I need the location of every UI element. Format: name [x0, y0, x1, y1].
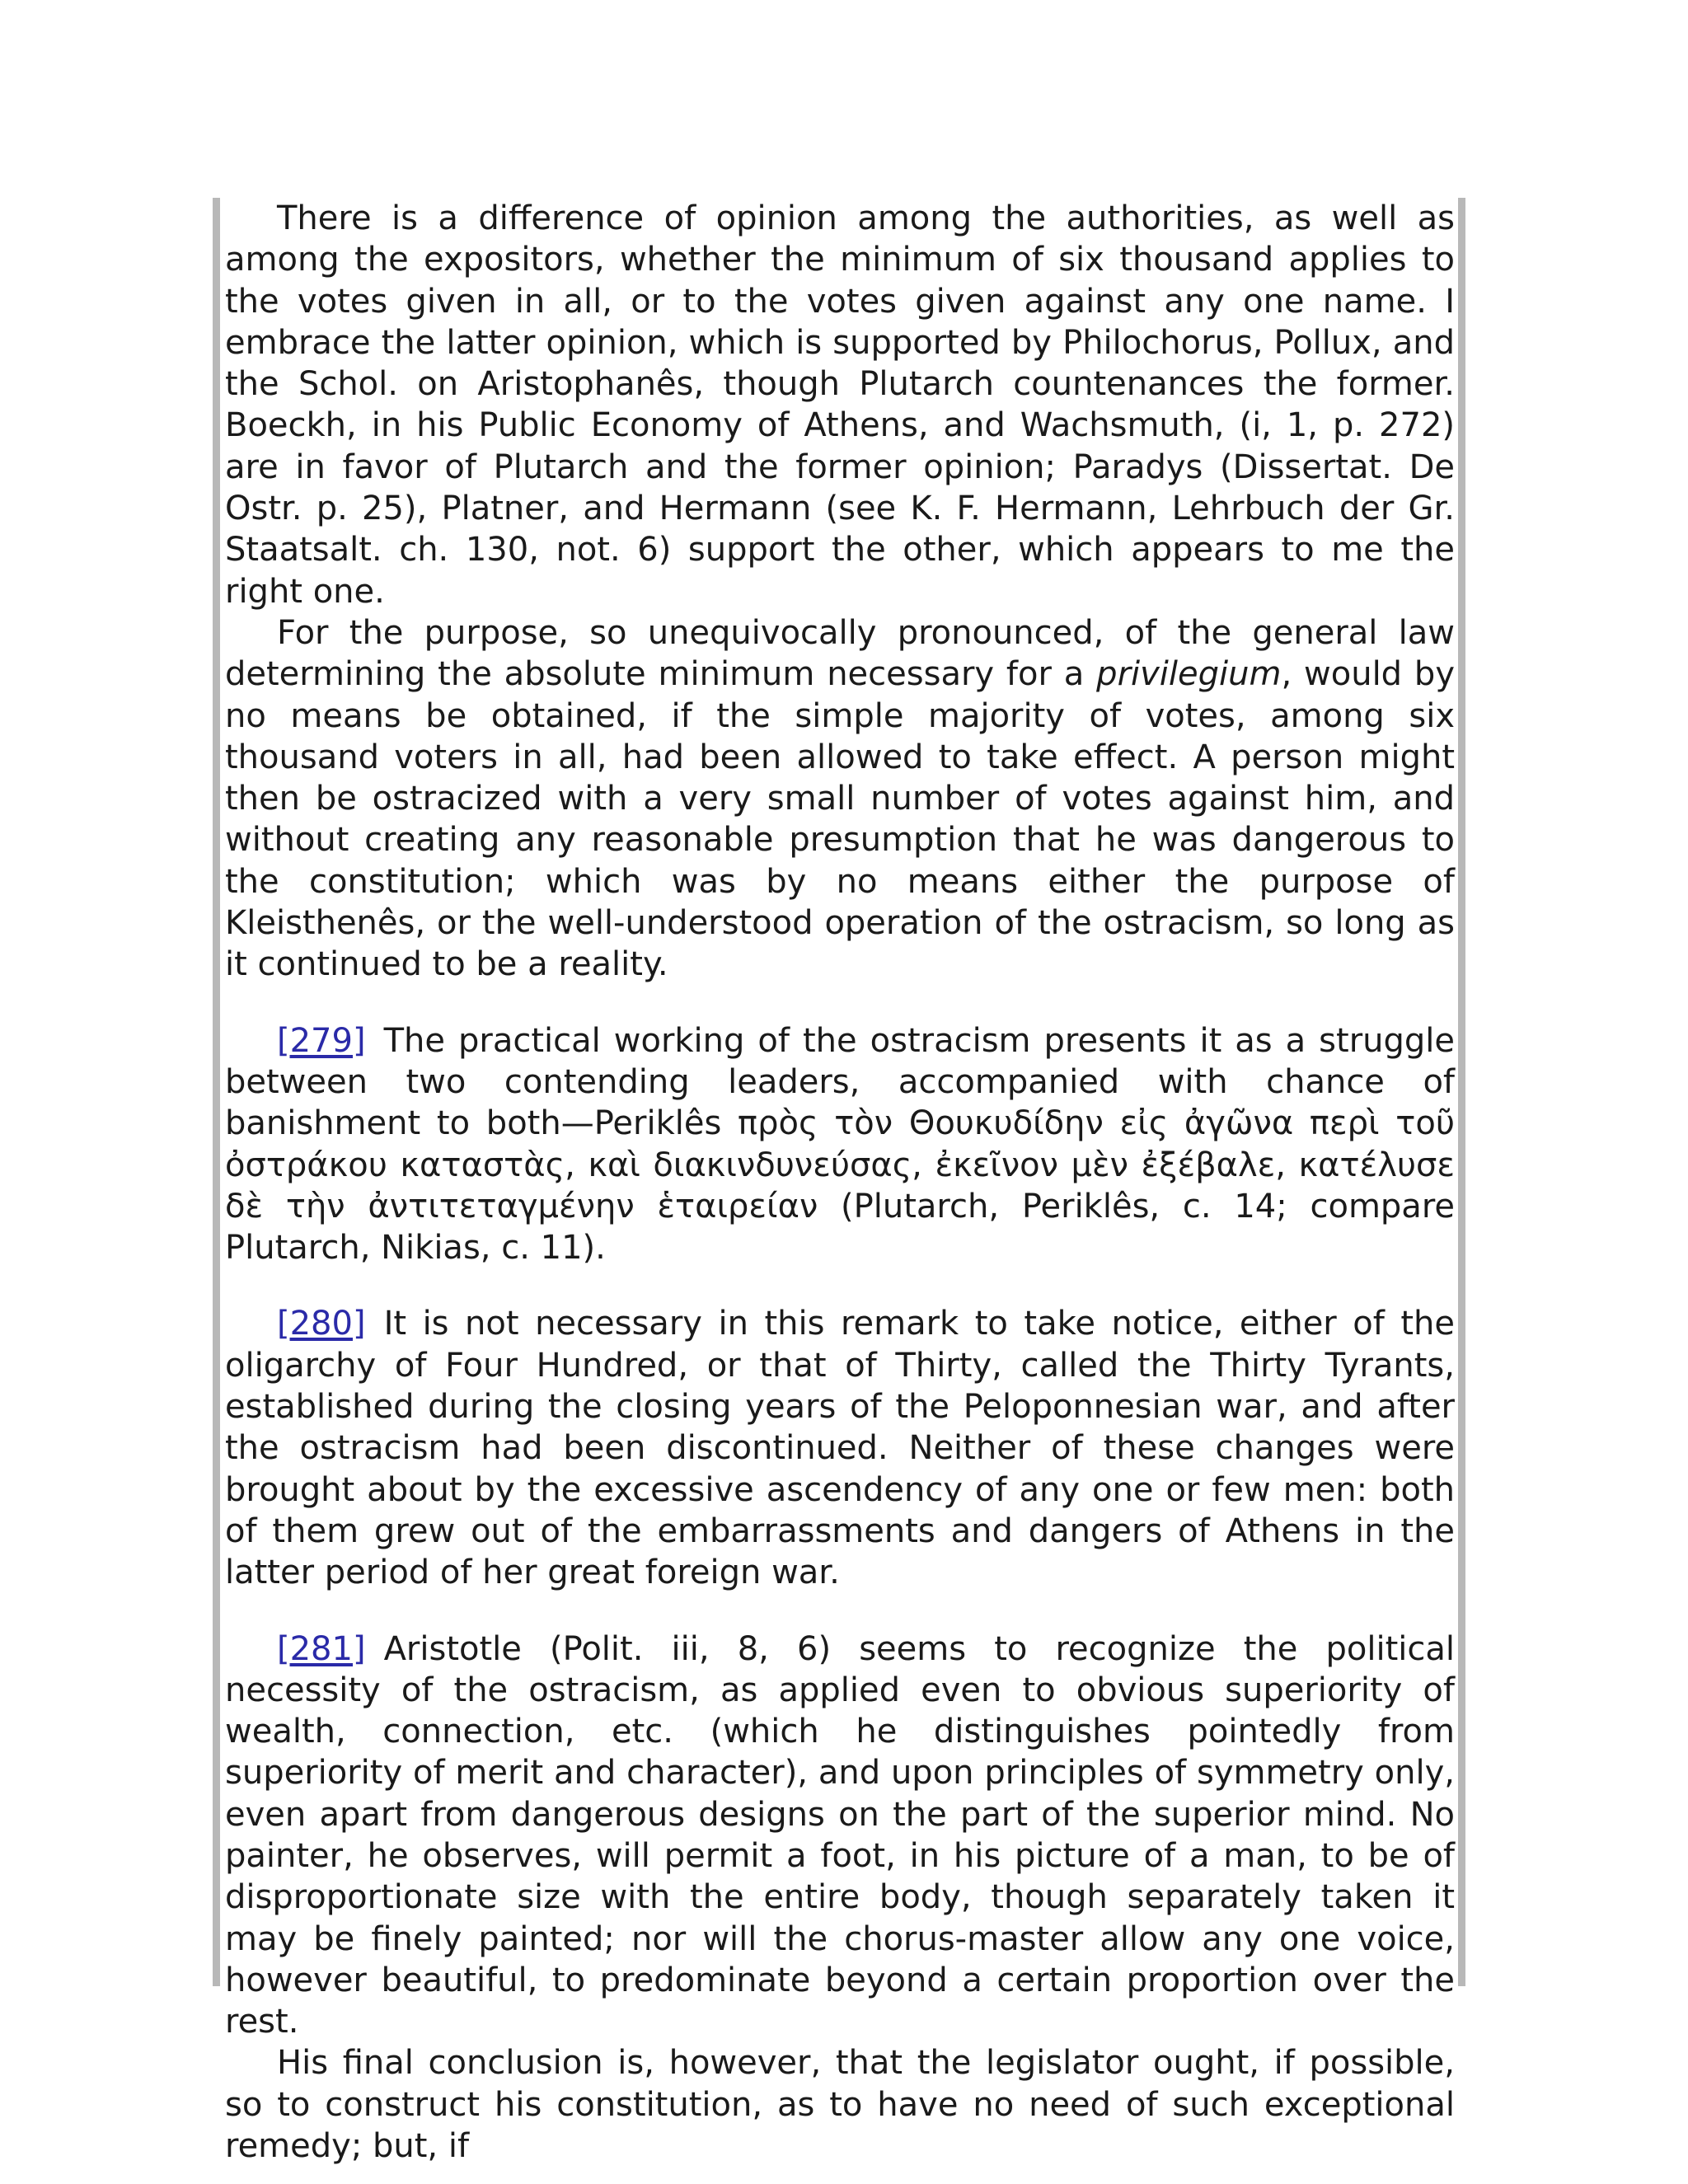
- page-frame: [213, 198, 1465, 2166]
- footnote-text: It is not necessary in this remark to take notice, either of the oligarchy of Four Hundred, or that of Thirty, called the Thirty Tyrants, established during the closing years of the Peloponnesian war, and after the ostracism had been discontinued. Neither of these changes were brought about by the excessive ascendency of any one or few men: both of them grew out of the embarrassments and dangers of Athens in the latter period of her great foreign war.: [225, 1305, 1455, 1592]
- footnote-280: [225, 1303, 1455, 1593]
- footnote-279: [225, 1020, 1455, 1269]
- footnote-281-continuation: [225, 2042, 1455, 2167]
- footnote-marker-280[interactable]: [280]: [277, 1305, 366, 1343]
- footnote-marker-281[interactable]: [281]: [277, 1629, 366, 1668]
- italic-term: privilegium: [1096, 655, 1282, 694]
- footnote-text: The practical working of the ostracism presents it as a struggle between two contending leaders, accompanied with chance of banishment to both—Periklês πρὸς τὸν Θουκυδίδην εἰς ἀγῶνα περὶ τοῦ ὀστράκου καταστὰς, καὶ διακινδυνεύσας, ἐκεῖνον μὲν ἐξέβαλε, κατέλυσε δὲ τὴν ἀντιτεταγμένην ἑταιρείαν (Plutarch, Periklês, c. 14; compare Plutarch, Nikias, c. 11).: [225, 1021, 1455, 1268]
- footnote-281: [225, 1629, 1455, 2043]
- footnote-text: Aristotle (Polit. iii, 8, 6) seems to recognize the political necessity of the ostracism, as applied even to obvious superiority of wealth, connection, etc. (which he distinguishes pointedly from superiority of merit and character), and upon principles of symmetry only, even apart from dangerous designs on the part of the superior mind. No painter, he observes, will permit a foot, in his picture of a man, to be of disproportionate size with the entire body, though separately taken it may be finely painted; nor will the chorus-master allow any one voice, however beautiful, to predominate beyond a certain proportion over the rest.: [225, 1629, 1455, 2041]
- paragraph-text: , would by no means be obtained, if the simple majority of votes, among six thousand voters in all, had been allowed to take effect. A person might then be ostracized with a very small number of votes against him, and without creating any reasonable presumption that he was dangerous to the constitution; which was by no means either the purpose of Kleisthenês, or the well-understood operation of the ostracism, so long as it continued to be a reality.: [225, 655, 1455, 984]
- paragraph-text: There is a difference of opinion among the authorities, as well as among the expositors, whether the minimum of six thousand applies to the votes given in all, or to the votes given against any one name. I embrace the latter opinion, which is supported by Philochorus, Pollux, and the Schol. on Aristophanês, though Plutarch countenances the former. Boeckh, in his Public Economy of Athens, and Wachsmuth, (i, 1, p. 272) are in favor of Plutarch and the former opinion; Paradys (Dissertat. De Ostr. p. 25), Platner, and Hermann (see K. F. Hermann, Lehrbuch der Gr. Staatsalt. ch. 130, not. 6) support the other, which appears to me the right one.: [225, 199, 1455, 611]
- footnotes-content: [225, 198, 1455, 2167]
- paragraph-text: His final conclusion is, however, that the legislator ought, if possible, so to construct his constitution, as to have no need of such exceptional remedy; but, if: [225, 2044, 1455, 2166]
- paragraph-text: For the purpose, so unequivocally pronounced, of the general law determining the absolute minimum necessary for a: [225, 613, 1455, 694]
- footnote-continuation-paragraph: [225, 612, 1455, 986]
- footnote-marker-279[interactable]: [279]: [277, 1021, 366, 1060]
- footnote-continuation-paragraph: [225, 198, 1455, 612]
